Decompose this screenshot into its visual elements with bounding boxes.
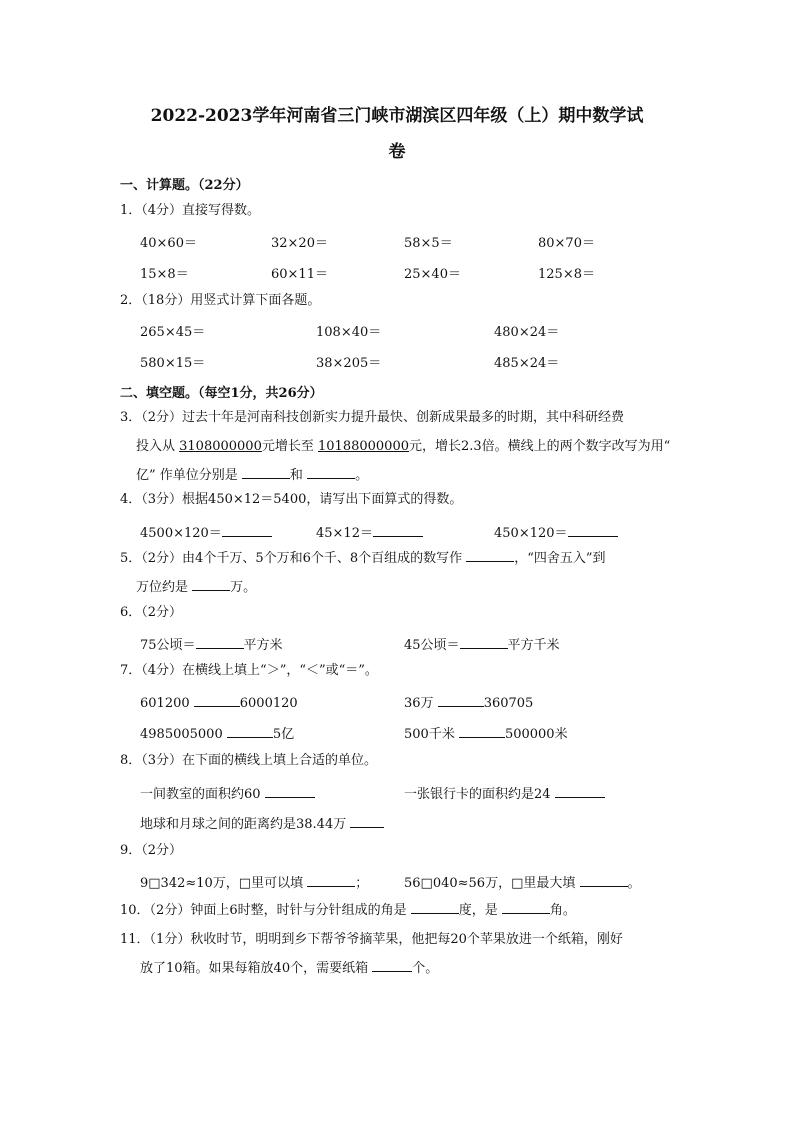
q4-item (140, 521, 272, 541)
q5-line-1 (120, 544, 675, 573)
q9-item (404, 871, 641, 891)
answer-blank[interactable] (373, 521, 423, 537)
q8-item (140, 782, 315, 802)
answer-blank[interactable] (265, 782, 315, 798)
q4-expr: 45×12＝ (316, 526, 373, 541)
question-4-head: 4．（3分）根据450×12＝5400，请写出下面算式的得数。 (120, 492, 463, 507)
answer-blank[interactable] (372, 956, 412, 972)
q9-text: 56□040≈56万，□里最大填 (404, 876, 580, 891)
q9-text: 9□342≈10万，□里可以填 (140, 876, 308, 891)
q11-text: 放了10箱。如果每箱放40个，需要纸箱 (140, 961, 373, 976)
q3-text: 投入从 (136, 439, 180, 454)
answer-blank[interactable] (350, 812, 384, 828)
q3-line-2 (120, 432, 675, 461)
question-5 (120, 544, 675, 602)
q6-item (404, 633, 560, 653)
q2-item: 580×15＝ (140, 356, 206, 371)
q1-item: 60×11＝ (271, 267, 328, 282)
q7-text: 4985005000 (140, 727, 227, 742)
q5-text: 5．（2分）由4个千万、5个万和6个千、8个百组成的数写作 (120, 551, 467, 566)
q6-text: 平方千米 (507, 638, 560, 653)
title-line-2: 卷 (388, 142, 406, 162)
q7-text: 360705 (483, 696, 534, 711)
question-8-head: 8．（3分）在下面的横线上填上合适的单位。 (120, 753, 378, 768)
q11-line-2 (120, 954, 675, 983)
answer-blank[interactable] (555, 782, 605, 798)
answer-blank[interactable] (580, 871, 628, 887)
answer-blank[interactable] (307, 871, 355, 887)
q3-number-2: 10188000000 (318, 439, 409, 454)
answer-blank[interactable] (438, 691, 484, 707)
answer-blank[interactable] (459, 722, 505, 738)
answer-blank[interactable] (568, 521, 618, 537)
q10-text: 角。 (549, 903, 576, 918)
q7-item (404, 722, 568, 742)
q3-text: 和 (289, 468, 308, 483)
q6-text: 75公顷＝ (140, 638, 196, 653)
q7-item (140, 691, 298, 711)
q9-item (140, 871, 368, 891)
q7-text: 36万 (404, 696, 438, 711)
answer-blank[interactable] (307, 463, 355, 479)
q2-item: 108×40＝ (316, 325, 382, 340)
q7-item (404, 691, 533, 711)
q5-text: 万。 (230, 580, 257, 595)
q3-text: 亿” 作单位分别是 (136, 468, 242, 483)
q10-text: 度，是 (458, 903, 502, 918)
q1-item: 125×8＝ (538, 267, 595, 282)
q7-text: 601200 (140, 696, 194, 711)
answer-blank[interactable] (411, 898, 459, 914)
q11-text: 个。 (412, 961, 439, 976)
answer-blank[interactable] (227, 722, 273, 738)
q10-text: 10．（2分）钟面上6时整，时针与分针组成的角是 (120, 903, 411, 918)
q7-text: 500千米 (404, 727, 459, 742)
q1-item: 15×8＝ (140, 267, 189, 282)
q6-text: 45公顷＝ (404, 638, 460, 653)
q5-text: ，“四舍五入”到 (514, 551, 606, 566)
q1-item: 40×60＝ (140, 236, 197, 251)
q8-text: 一间教室的面积约60 (140, 787, 265, 802)
q4-expr: 4500×120＝ (140, 526, 222, 541)
q9-text: 。 (627, 876, 641, 891)
answer-blank[interactable] (460, 633, 508, 649)
answer-blank[interactable] (192, 575, 230, 591)
q1-item: 58×5＝ (404, 236, 453, 251)
q7-text: 5亿 (272, 727, 295, 742)
q1-item: 25×40＝ (404, 267, 461, 282)
q2-item: 480×24＝ (494, 325, 560, 340)
answer-blank[interactable] (466, 546, 514, 562)
q6-text: 平方米 (243, 638, 283, 653)
question-9-head: 9．（2分） (120, 843, 183, 858)
q5-text: 万位约是 (136, 580, 193, 595)
q2-item: 265×45＝ (140, 325, 206, 340)
q8-item (140, 812, 384, 832)
question-10 (120, 896, 675, 925)
section-2-heading: 二、填空题。（每空1分，共26分） (120, 386, 323, 401)
q8-text: 地球和月球之间的距离约是38.44万 (140, 817, 351, 832)
q4-expr: 450×120＝ (494, 526, 568, 541)
question-3 (120, 403, 675, 490)
page-title (110, 98, 684, 170)
question-7-head: 7．（4分）在横线上填上“＞”，“＜”或“＝”。 (120, 663, 378, 678)
question-6-head: 6．（2分） (120, 605, 183, 620)
q3-text: 。 (355, 468, 369, 483)
answer-blank[interactable] (502, 898, 550, 914)
q7-item (140, 722, 294, 742)
answer-blank[interactable] (194, 691, 240, 707)
q1-item: 32×20＝ (271, 236, 328, 251)
q3-line-1: 3．（2分）过去十年是河南科技创新实力提升最快、创新成果最多的时期，其中科研经费 (120, 410, 625, 425)
q7-text: 6000120 (239, 696, 298, 711)
answer-blank[interactable] (242, 463, 290, 479)
q3-text: 元增长至 (261, 439, 318, 454)
question-1-head: 1．（4分）直接写得数。 (120, 203, 261, 218)
answer-blank[interactable] (196, 633, 244, 649)
q3-number-1: 3108000000 (179, 439, 262, 454)
title-line-1: 2022-2023学年河南省三门峡市湖滨区四年级（上）期中数学试 (150, 106, 644, 126)
q2-item: 38×205＝ (316, 356, 382, 371)
q4-item (316, 521, 423, 541)
q9-text: ； (355, 876, 369, 891)
q4-item (494, 521, 618, 541)
q3-text: 元，增长2.3倍。横线上的两个数字改写为用“ (408, 439, 671, 454)
q2-item: 485×24＝ (494, 356, 560, 371)
q8-text: 一张银行卡的面积约是24 (404, 787, 555, 802)
q6-item (140, 633, 283, 653)
answer-blank[interactable] (222, 521, 272, 537)
question-2-head: 2．（18分）用竖式计算下面各题。 (120, 293, 321, 308)
q7-text: 500000米 (504, 727, 568, 742)
question-11 (120, 925, 675, 983)
section-1-heading: 一、计算题。（22分） (120, 178, 249, 193)
q11-line-1: 11．（1分）秋收时节，明明到乡下帮爷爷摘苹果，他把每20个苹果放进一个纸箱，刚好 (120, 932, 623, 947)
q8-item (404, 782, 605, 802)
q1-item: 80×70＝ (538, 236, 595, 251)
